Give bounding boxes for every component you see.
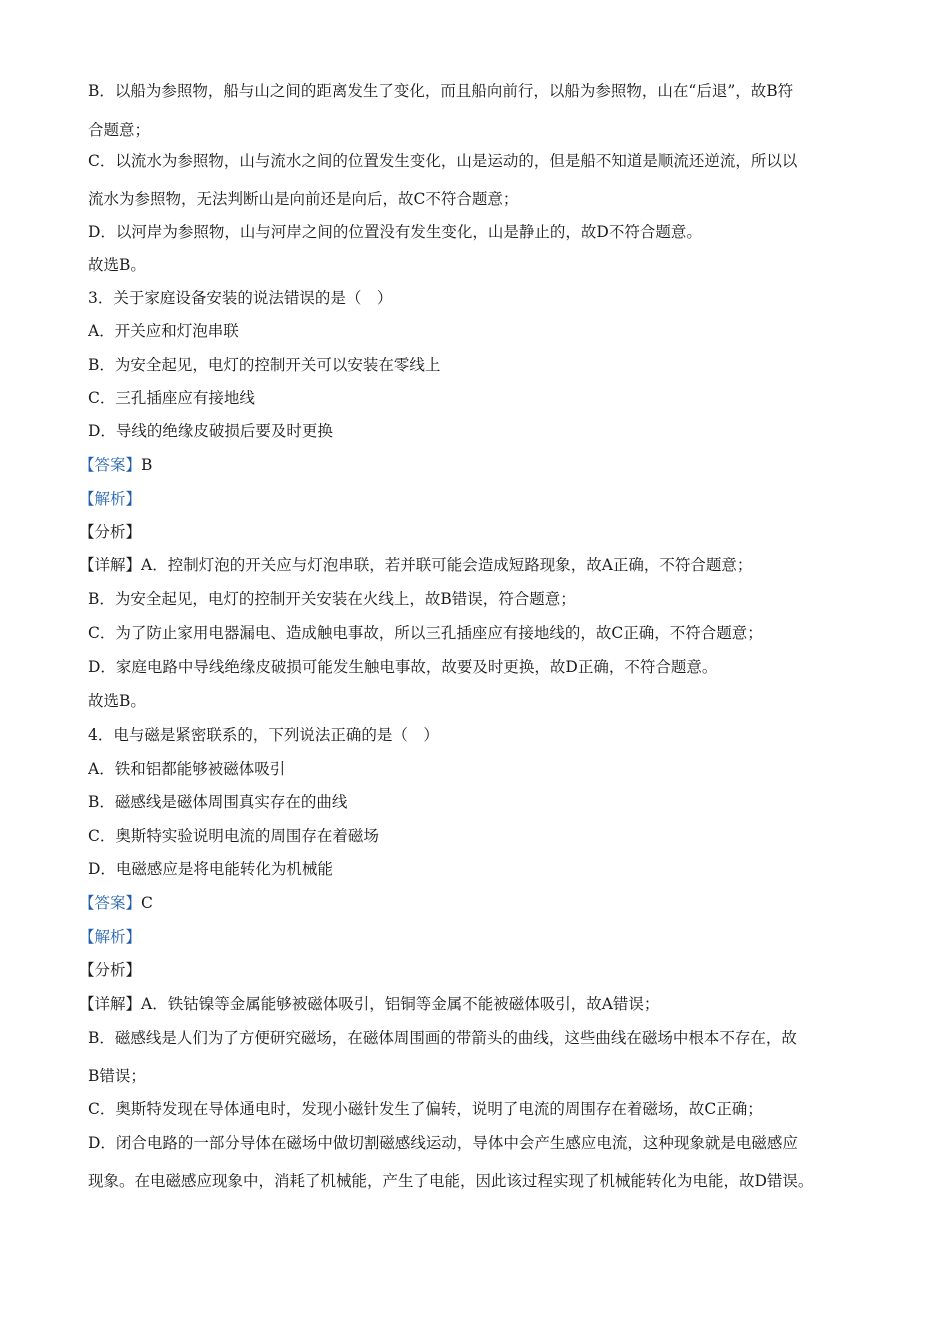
prev-analysis-c-line1: C．以流水为参照物，山与流水之间的位置发生变化，山是运动的，但是船不知道是顺流还逆流，所以以 [88,152,798,170]
prev-analysis-b-line1: B．以船为参照物，船与山之间的距离发生了变化，而且船向前行，以船为参照物，山在“后退”，故B符 [88,82,794,100]
q4-fenxi-tag: 【分析】 [79,961,142,979]
q3-detail-d: D．家庭电路中导线绝缘皮破损可能发生触电事故，故要及时更换，故D正确，不符合题意。 [88,658,718,676]
q4-option-c: C．奥斯特实验说明电流的周围存在着磁场 [88,827,379,845]
prev-analysis-d-line: D．以河岸为参照物，山与河岸之间的位置没有发生变化，山是静止的，故D不符合题意。 [88,223,702,241]
q4-detail-b-line1: B．磁感线是人们为了方便研究磁场，在磁体周围画的带箭头的曲线，这些曲线在磁场中根本不存在，故 [88,1029,797,1047]
q4-option-d: D．电磁感应是将电能转化为机械能 [88,860,333,878]
q3-detail-a-line [79,554,869,576]
q4-detail-d-line1: D．闭合电路的一部分导体在磁场中做切割磁感线运动，导体中会产生感应电流，这种现象就是电磁感应 [88,1134,798,1152]
q3-answer [79,454,869,476]
q3-xiangjie-tag: 【详解】 [79,556,142,574]
q4-answer [79,892,869,914]
q3-detail-c: C．为了防止家用电器漏电、造成触电事故，所以三孔插座应有接地线的，故C正确，不符合题意； [88,624,763,642]
q4-stem: 4．电与磁是紧密联系的，下列说法正确的是（ ） [88,726,439,744]
q4-detail-a-line [79,993,869,1015]
q3-detail-a: A．控制灯泡的开关应与灯泡串联，若并联可能会造成短路现象，故A正确，不符合题意； [141,556,753,574]
q3-option-a: A．开关应和灯泡串联 [88,322,239,340]
q3-stem: 3．关于家庭设备安装的说法错误的是（ ） [88,289,393,307]
q3-option-d: D．导线的绝缘皮破损后要及时更换 [88,422,333,440]
q3-fenxi-tag: 【分析】 [79,523,142,541]
q4-option-a: A．铁和铝都能够被磁体吸引 [88,760,286,778]
q4-jiexi [79,926,869,948]
q3-answer-tag: 【答案】 [79,456,142,474]
q3-conclusion: 故选B。 [88,692,146,710]
q4-detail-d-line2: 现象。在电磁感应现象中，消耗了机械能，产生了电能，因此该过程实现了机械能转化为电能，故D错误。 [88,1172,814,1190]
q3-option-b: B．为安全起见，电灯的控制开关可以安装在零线上 [88,356,441,374]
q3-jiexi-tag: 【解析】 [79,490,142,508]
q4-detail-c: C．奥斯特发现在导体通电时，发现小磁针发生了偏转，说明了电流的周围存在着磁场，故C正确； [88,1100,763,1118]
q3-answer-value: B [141,456,153,474]
q4-option-b: B．磁感线是磁体周围真实存在的曲线 [88,793,348,811]
q3-option-c: C．三孔插座应有接地线 [88,389,255,407]
q4-jiexi-tag: 【解析】 [79,928,142,946]
q4-xiangjie-tag: 【详解】 [79,995,142,1013]
q3-jiexi [79,488,869,510]
prev-analysis-c-line2: 流水为参照物，无法判断山是向前还是向后，故C不符合题意； [88,190,519,208]
q4-detail-b-line2: B错误； [88,1067,146,1085]
prev-analysis-conclusion: 故选B。 [88,256,146,274]
q4-answer-value: C [141,894,153,912]
prev-analysis-b-line2: 合题意； [88,121,151,139]
q4-detail-a: A．铁钴镍等金属能够被磁体吸引，铝铜等金属不能被磁体吸引，故A错误； [141,995,660,1013]
q3-detail-b: B．为安全起见，电灯的控制开关安装在火线上，故B错误，符合题意； [88,590,576,608]
q4-answer-tag: 【答案】 [79,894,142,912]
